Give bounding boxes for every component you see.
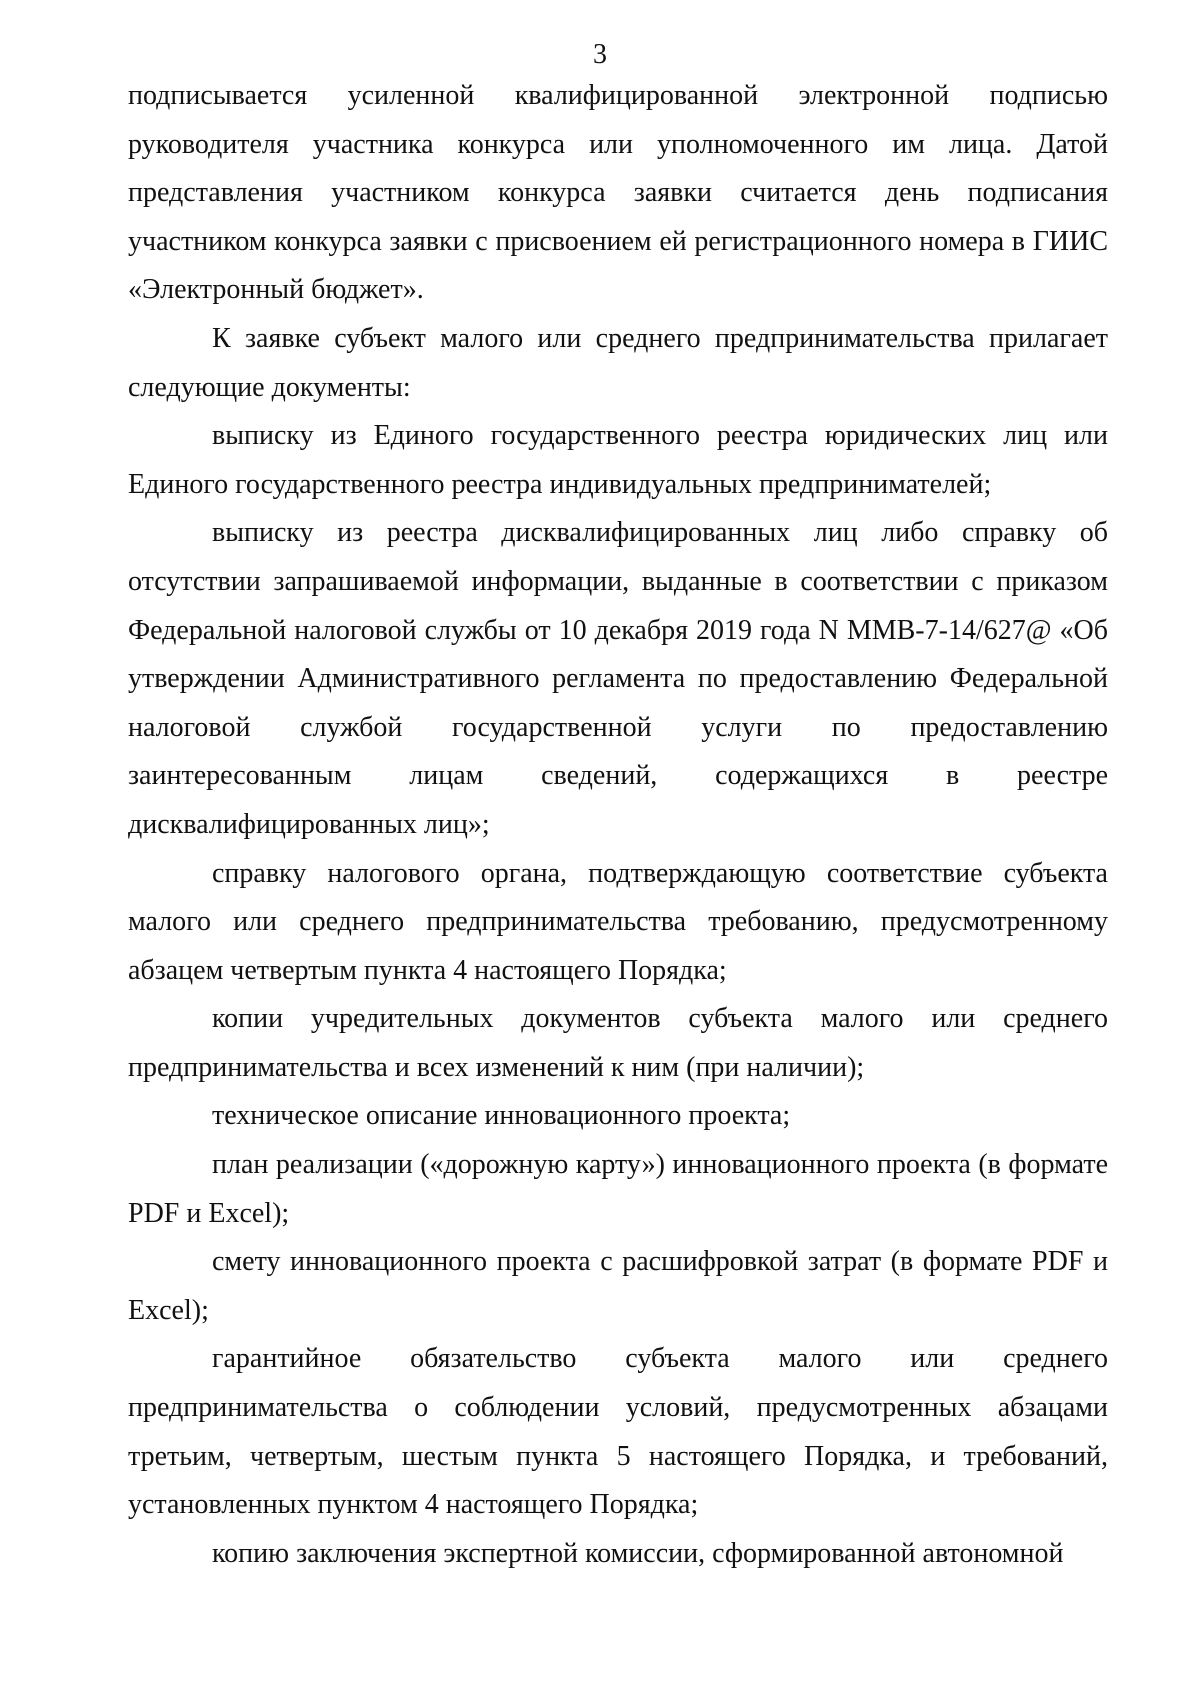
paragraph-documents-intro: К заявке субъект малого или среднего предпринимательства прилагает следующие документы: — [128, 322, 1108, 403]
paragraph-continuation: подписывается усиленной квалифицированной электронной подписью руководителя участника конкурса или уполномоченного им лица. Датой представления участником конкурса заявки считается день подписания участником конкурса заявки с присвоением ей регистрационного номера в ГИИС «Электронный бюджет». — [128, 80, 1108, 306]
paragraph-guarantee-obligation: гарантийное обязательство субъекта малого или среднего предпринимательства о соблюдении условий, предусмотренных абзацами третьим, четвертым, шестым пункта 5 настоящего Порядка, и требований, установленных пунктом 4 настоящего Порядка; — [128, 1343, 1108, 1521]
paragraph-egrul-extract: выписку из Единого государственного реестра юридических лиц или Единого государственного реестра индивидуальных предпринимателей; — [128, 420, 1108, 500]
document-body — [128, 72, 1108, 1578]
paragraph-roadmap: план реализации («дорожную карту») инновационного проекта (в формате PDF и Excel); — [128, 1149, 1108, 1229]
page-number: 3 — [593, 39, 607, 70]
paragraph-expert-commission: копию заключения экспертной комиссии, сформированной автономной — [212, 1537, 1064, 1569]
paragraph-founding-documents: копии учредительных документов субъекта малого или среднего предпринимательства и всех изменений к ним (при наличии); — [128, 1003, 1108, 1083]
paragraph-disqualified-registry: выписку из реестра дисквалифицированных лиц либо справку об отсутствии запрашиваемой информации, выданные в соответствии с приказом Федеральной налоговой службы от 10 декабря 2019 года N ММВ-7-14/627@ «Об утверждении Административного регламента по предоставлению Федеральной налоговой службой государственной услуги по предоставлению заинтересованным лицам сведений, содержащихся в реестре дисквалифицированных лиц»; — [128, 517, 1108, 840]
paragraph-technical-description: техническое описание инновационного проекта; — [212, 1100, 791, 1132]
paragraph-cost-estimate: смету инновационного проекта с расшифровкой затрат (в формате PDF и Excel); — [128, 1246, 1108, 1326]
paragraph-tax-certificate: справку налогового органа, подтверждающую соответствие субъекта малого или среднего предпринимательства требованию, предусмотренному абзацем четвертым пункта 4 настоящего Порядка; — [128, 857, 1108, 986]
